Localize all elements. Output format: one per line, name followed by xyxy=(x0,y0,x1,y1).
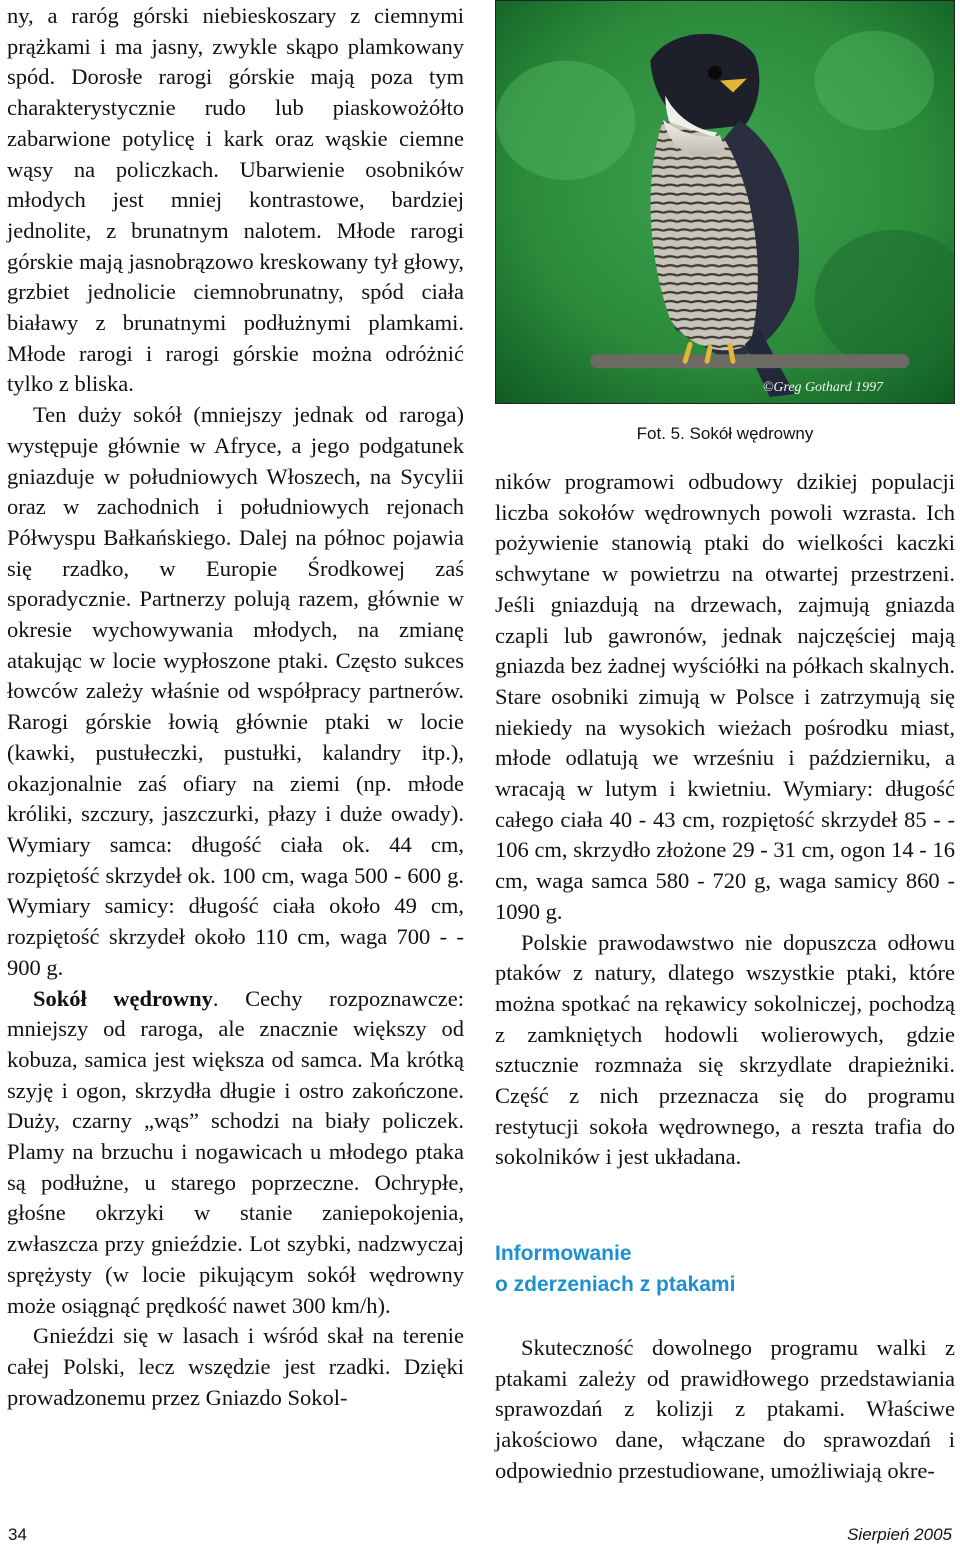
paragraph-peregrine-features xyxy=(7,984,464,1322)
peregrine-falcon-photo xyxy=(495,0,955,404)
peregrine-features-text: . Cechy rozpoznawcze: mniejszy od raroga, ale znacznie większy od kobuza, samica jest większa od samca. Ma krótką szyję i ogon, skrzydła długie i ostro zakończone. Duży, czarny „wąs” schodzi na biały policzek. Plamy na brzuchu i nogawicach u młodego ptaka są podłużne, u starego poprzeczne. Ochrypłe, głośne okrzyki w stanie zaniepokojenia, zwłaszcza przy gnieździe. Lot szybki, nadzwyczaj sprężysty (w locie pikującym sokół wędrowny może osiągnąć prędkość nawet 300 km/h). xyxy=(7,985,464,1318)
right-column-top xyxy=(495,467,955,1173)
photo-watermark: ©Greg Gothard 1997 xyxy=(762,380,884,396)
issue-date: Sierpień 2005 xyxy=(847,1525,952,1544)
paragraph-saker-description: ny, a raróg górski niebieskoszary z ciemnymi prążkami i ma jasny, zwykle skąpo plamkowany spód. Dorosłe rarogi górskie mają poza tym charakterystycznie rudo lub piaskowożółto zabarwione potylicę i kark oraz wąskie ciemne wąsy na policzkach. Ubarwienie osobników młodych jest mniej kontrastowe, bardziej jednolite, z brunatnym nalotem. Młode rarogi górskie mają jasnobrązowo kreskowany tył głowy, grzbiet jednolicie ciemnobrunatny, spód ciała białawy z brunatnymi podłużnymi plamkami. Młode rarogi i rarogi górskie można odróżnić tylko z bliska. xyxy=(7,3,464,397)
photo-caption: Fot. 5. Sokół wędrowny xyxy=(636,424,814,443)
paragraph-lanner-falcon: Ten duży sokół (mniejszy jednak od raroga) występuje głównie w Afryce, a jego podgatunek gniazduje w południowych Włoszech, na Sycylii oraz w zachodnich i południowych rejonach Półwyspu Bałkańskiego. Dalej na północ pojawia się rzadko, w Europie Środkowej zaś sporadycznie. Partnerzy polują razem, głównie w okresie wychowywania młodych, na zmianę atakując w locie wypłoszone ptaki. Często sukces łowców zależy właśnie od współpracy partnerów. Rarogi górskie łowią głównie ptaki w locie (kawki, pustułeczki, pustułki, kalandry itp.), okazjonalnie zaś ofiary na ziemi (np. młode króliki, szczury, jaszczurki, płazy i duże owady). Wymiary samca: długość ciała ok. 44 cm, rozpiętość skrzydeł ok. 100 cm, waga 500 - 600 g. Wymiary samicy: długość ciała około 49 cm, rozpiętość skrzydeł około 110 cm, waga 700 - - 900 g. xyxy=(7,402,464,980)
heading-line-1: Informowanie xyxy=(495,1242,632,1265)
left-column xyxy=(7,1,464,1413)
term-peregrine: Sokół wędrowny xyxy=(33,985,213,1011)
paragraph-polish-law: Polskie prawodawstwo nie dopuszcza odłowu ptaków z natury, dlatego wszystkie ptaki, które można spotkać na rękawicy sokolniczej, pochodzą z zamkniętych hodowli wolierowych, gdzie sztucznie rozmnaża się skrzydlate drapieżniki. Część z nich przeznacza się do programu restytucji sokoła wędrownego, a reszta trafia do sokolników i jest układana. xyxy=(495,929,955,1170)
page-number: 34 xyxy=(8,1525,27,1544)
paragraph-peregrine-diet: ników programowi odbudowy dzikiej populacji liczba sokołów wędrownych powoli wzrasta. Ich pożywienie stanowią ptaki do wielkości kaczki schwytane w powietrzu na otwartej przestrzeni. Jeśli gniazdują na drzewach, zajmują gniazda czapli lub gawronów, jednak najczęściej mają gniazda bez żadnej wyściółki na półkach skalnych. Stare osobniki zimują w Polsce i zatrzymują się niekiedy na wysokich wieżach pośrodku miast, młode odlatują we wrześniu i październiku, a wracają w lutym i kwietniu. Wymiary: długość całego ciała 40 - 43 cm, rozpiętość skrzydeł 85 - - 106 cm, skrzydło złożone 29 - 31 cm, ogon 14 - 16 cm, waga samca 580 - 720 g, waga samicy 860 - 1090 g. xyxy=(495,469,955,924)
paragraph-bird-strike-reports: Skuteczność dowolnego programu walki z ptakami zależy od prawidłowego przedstawiania sprawozdań z kolizji z ptakami. Właściwe jakościowo dane, włączane do sprawozdań i odpowiednio przestudiowane, umożliwiają okre- xyxy=(495,1335,955,1483)
section-heading xyxy=(495,1238,955,1300)
right-column-bottom xyxy=(495,1333,955,1487)
paragraph-peregrine-nesting: Gnieździ się w lasach i wśród skał na terenie całej Polski, lecz wszędzie jest rzadki. Dzięki prowadzonemu przez Gniazdo Sokol- xyxy=(7,1323,464,1410)
heading-line-2: o zderzeniach z ptakami xyxy=(495,1273,736,1296)
